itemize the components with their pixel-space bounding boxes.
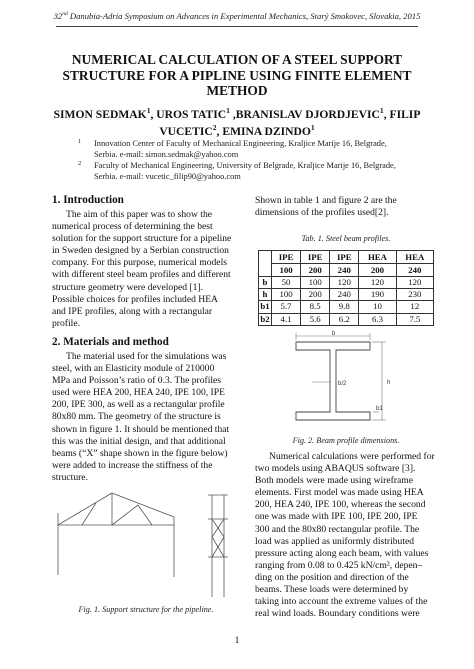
table-cell: 100 [272,289,301,301]
table-header-row [259,251,434,264]
header-cell: 200 [359,264,396,277]
section-heading-introduction: 1. Introduction [52,194,124,206]
table-row [259,277,434,289]
table-header-row [259,264,434,277]
table-cell: 8.5 [301,301,330,313]
paper-title: NUMERICAL CALCULATION OF A STEEL SUPPORT STRUCTURE FOR A PIPLINE USING FINITE ELEMENT METHOD [62,52,412,98]
header-rule [56,26,418,27]
table-cell: 50 [272,277,301,289]
table-cell: 9.8 [330,301,359,313]
affiliation-number: 1 [78,138,82,145]
page-number: 1 [234,636,240,646]
row-label: h [259,289,272,301]
table-cell: 120 [359,277,396,289]
label-b2: b/2 [338,381,347,387]
affiliation-1: 1 Innovation Center of Faculty of Mechanical Engineering, Kraljice Marije 16, Belgrade, Serbia. e-mail: simon.sedmak@yahoo.com [78,138,387,159]
table-intro-text: Shown in table 1 and figure 2 are the dimensions of the profiles used[2]. [255,195,397,219]
support-structure-figure [52,485,240,600]
materials-text: The material used for the simulations was steel, with an Elasticity module of 210000 MPa and Poisson’s ratio of 0.3. The profiles used were HEA 200, HEA 240, IPE 100, IPE 200, IPE 300, as well as a rectangular profile 80x80 mm. The geometry of the structure is shown in figure 1. It should be mentioned that this was the initial design, and that additional beams (“X” shape shown in the figure below) were added to increase the stiffness of the structure. [52,351,230,483]
beam-profile-figure [282,330,412,430]
table-cell: 230 [396,289,433,301]
table-cell: 7.5 [396,313,433,325]
introduction-text: The aim of this paper was to show the numerical process of determining the best solution for the support structure for a pipeline in Sweden designed by a Serbian construction company. For this purpose, numerical models with different steel beam profiles and different structure geometry were developed [1]. Possible choices for profiles included HEA and IPE profiles, along with a rectangular profile. [52,209,232,329]
table-cell: 10 [359,301,396,313]
table-cell: 6.2 [330,313,359,325]
affiliation-2: 2 Faculty of Mechanical Engineering, University of Belgrade, Kraljice Marije 16, Belgrade, Serbia. e-mail: vucetic_filip90@yahoo.com [78,160,396,181]
section-heading-materials: 2. Materials and method [52,336,169,348]
brace-2-line [112,505,138,525]
conference-header: 32nd Danubia-Adria Symposium on Advances in Experimental Mechanics, Starý Smokovec, Slovakia, 2015 [53,11,421,21]
figure-1-caption: Fig. 1. Support structure for the pipeline. [78,605,214,614]
table-corner-cell [259,251,272,277]
label-b: b [332,331,336,337]
header-cell: HEA [396,251,433,264]
header-cell: HEA [359,251,396,264]
header-cell: 100 [272,264,301,277]
table-cell: 5.6 [301,313,330,325]
row-label: b2 [260,313,270,324]
header-cell: IPE [330,251,359,264]
header-cell: IPE [301,251,330,264]
table-cell: 120 [396,277,433,289]
row-label: b1 [260,301,270,312]
header-cell: 240 [396,264,433,277]
header-cell: 240 [330,264,359,277]
header-cell: 200 [301,264,330,277]
table-row [259,301,434,313]
steel-beam-profiles-table [258,250,434,326]
table-cell: 240 [330,289,359,301]
table-cell: 190 [359,289,396,301]
figure-2-caption: Fig. 2. Beam profile dimensions. [292,436,400,445]
table-caption: Tab. 1. Steel beam profiles. [301,234,391,243]
author-list: SIMON SEDMAK$^1$, UROS TATIC$^1$ ,BRANISLAV DJORDJEVIC$^1$, FILIP VUCETIC$^2$, EMINA DZINDO$^1$ [53,106,421,139]
roof-right-line [112,493,174,517]
label-h: h [387,380,391,386]
table-cell: 6.3 [359,313,396,325]
row-label: b [259,277,272,289]
table-cell: 4.1 [272,313,301,325]
i-beam-outline [296,342,370,420]
table-cell: 100 [301,277,330,289]
header-cell: IPE [272,251,301,264]
table-cell: 12 [396,301,433,313]
table-row [259,289,434,301]
table-cell: 200 [301,289,330,301]
table-row [259,313,434,325]
table-cell: 120 [330,277,359,289]
affiliation-number: 2 [78,160,82,167]
numerical-calculations-text: Numerical calculations were performed for two models using ABAQUS software [3]. Both models were made using wireframe elements. First model was made using HEA 200, HEA 240, IPE 100, whereas the second one was made with IPE 100, IPE 200, IPE 300 and the 80x80 rectangular profile. The load was applied as uniformly distributed pressure acting along each beam, with values ranging from 0.08 to 0.425 kN/cm², depen– ding on the position and direction of the beams. These loads were determined by taking into account the extreme values of the real wind loads. Boundary conditions were [255,451,435,620]
label-b1: b1 [376,406,383,412]
table-cell: 5.7 [272,301,301,313]
